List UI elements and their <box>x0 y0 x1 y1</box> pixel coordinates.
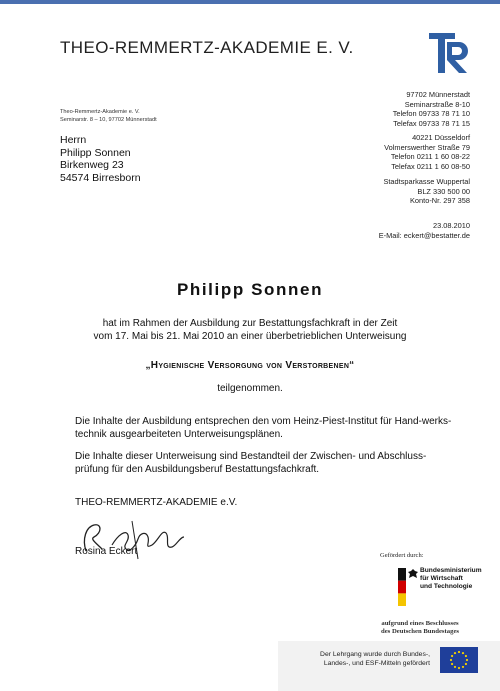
eu-star-icon <box>465 655 467 657</box>
email-line: E-Mail: eckert@bestatter.de <box>378 230 470 240</box>
eu-star-icon <box>462 652 464 654</box>
sender-line-2: Seminarstr. 8 – 10, 97702 Münnerstadt <box>60 116 157 123</box>
sender-line-1: Theo-Remmertz-Akademie e. V. <box>60 109 140 115</box>
office2-line: Telefon 0211 1 60 08-22 <box>390 152 470 162</box>
bundestag-line: des Deutschen Bundestages <box>380 628 460 635</box>
sender-line <box>60 109 157 124</box>
date-email <box>379 221 470 240</box>
participant-name: Philipp Sonnen <box>176 280 324 299</box>
recipient-name: Philipp Sonnen <box>60 146 131 159</box>
recipient-city: 54574 Birresborn <box>60 171 141 184</box>
ministry-line: für Wirtschaft <box>420 574 463 582</box>
certificate-text-1: hat im Rahmen der Ausbildung zur Bestattungsfachkraft in der Zeit <box>102 318 398 329</box>
bank-line: BLZ 330 500 00 <box>417 186 470 196</box>
office-muennerstadt <box>393 90 470 128</box>
office-duesseldorf <box>384 133 470 171</box>
esf-funding-note <box>290 651 430 668</box>
funded-by-label: Gefördert durch: <box>380 552 424 559</box>
office2-line: 40221 Düsseldorf <box>412 133 470 142</box>
letter-date: 23.08.2010 <box>433 221 470 230</box>
bundestag-line: aufgrund eines Beschlusses <box>381 620 459 627</box>
eu-flag-icon <box>440 647 478 673</box>
eu-star-icon <box>454 652 456 654</box>
office1-line: Telefax 09733 78 71 15 <box>393 118 470 128</box>
eu-star-icon <box>465 663 467 665</box>
ministry-name <box>420 567 482 590</box>
ministry-line: und Technologie <box>420 582 473 590</box>
office2-line: Telefax 0211 1 60 08-50 <box>391 161 470 171</box>
course-title: „Hygienische Versorgung von Verstorbenen“ <box>145 360 355 371</box>
recipient-salutation: Herrn <box>60 134 87 146</box>
participated-text: teilgenommen. <box>217 383 283 394</box>
eu-star-icon <box>454 666 456 668</box>
office1-line: Telefon 09733 78 71 10 <box>392 109 470 119</box>
tr-logo <box>428 30 476 76</box>
signer-name: Rosina Eckert <box>75 546 138 557</box>
esf-line: Der Lehrgang wurde durch Bundes-, <box>320 651 430 658</box>
bank-line: Stadtsparkasse Wuppertal <box>383 177 470 186</box>
eu-star-icon <box>462 666 464 668</box>
paragraph-content: Die Inhalte der Ausbildung entsprechen den vom Heinz-Piest-Institut für Hand-werks-technik ausgearbeiteten Unterweisungsplänen. <box>75 416 452 440</box>
eu-star-icon <box>451 663 453 665</box>
ministry-line: Bundesministerium <box>420 567 482 574</box>
esf-line: Landes-, und ESF-Mitteln gefördert <box>323 659 430 667</box>
bundestag-note <box>350 620 490 636</box>
eu-star-icon <box>451 655 453 657</box>
certificate-text-2: vom 17. Mai bis 21. Mai 2010 an einer überbetrieblichen Unterweisung <box>93 331 407 342</box>
office2-line: Volmerswerther Straße 79 <box>384 142 470 152</box>
signature-organization: THEO-REMMERTZ-AKADEMIE e.V. <box>75 497 238 508</box>
federal-eagle-icon <box>408 568 418 580</box>
office1-line: 97702 Münnerstadt <box>406 90 470 99</box>
recipient-street: Birkenweg 23 <box>60 159 124 172</box>
paragraph-exam: Die Inhalte dieser Unterweisung sind Bestandteil der Zwischen- und Abschluss-prüfung für den Ausbildungsberuf Bestattungsfachkraft. <box>75 451 427 475</box>
bank-line: Konto-Nr. 297 358 <box>410 196 470 206</box>
recipient-address <box>60 134 141 184</box>
german-eagle-flag-icon <box>398 568 406 606</box>
eu-star-icon <box>466 659 468 661</box>
office1-line: Seminarstraße 8-10 <box>404 99 470 109</box>
eu-star-icon <box>450 659 452 661</box>
bank-details <box>383 177 470 206</box>
handwritten-signature <box>72 515 192 565</box>
organization-title: THEO-REMMERTZ-AKADEMIE E. V. <box>60 38 354 57</box>
eu-star-icon <box>458 667 460 669</box>
eu-star-icon <box>458 651 460 653</box>
top-accent-bar <box>0 0 500 4</box>
